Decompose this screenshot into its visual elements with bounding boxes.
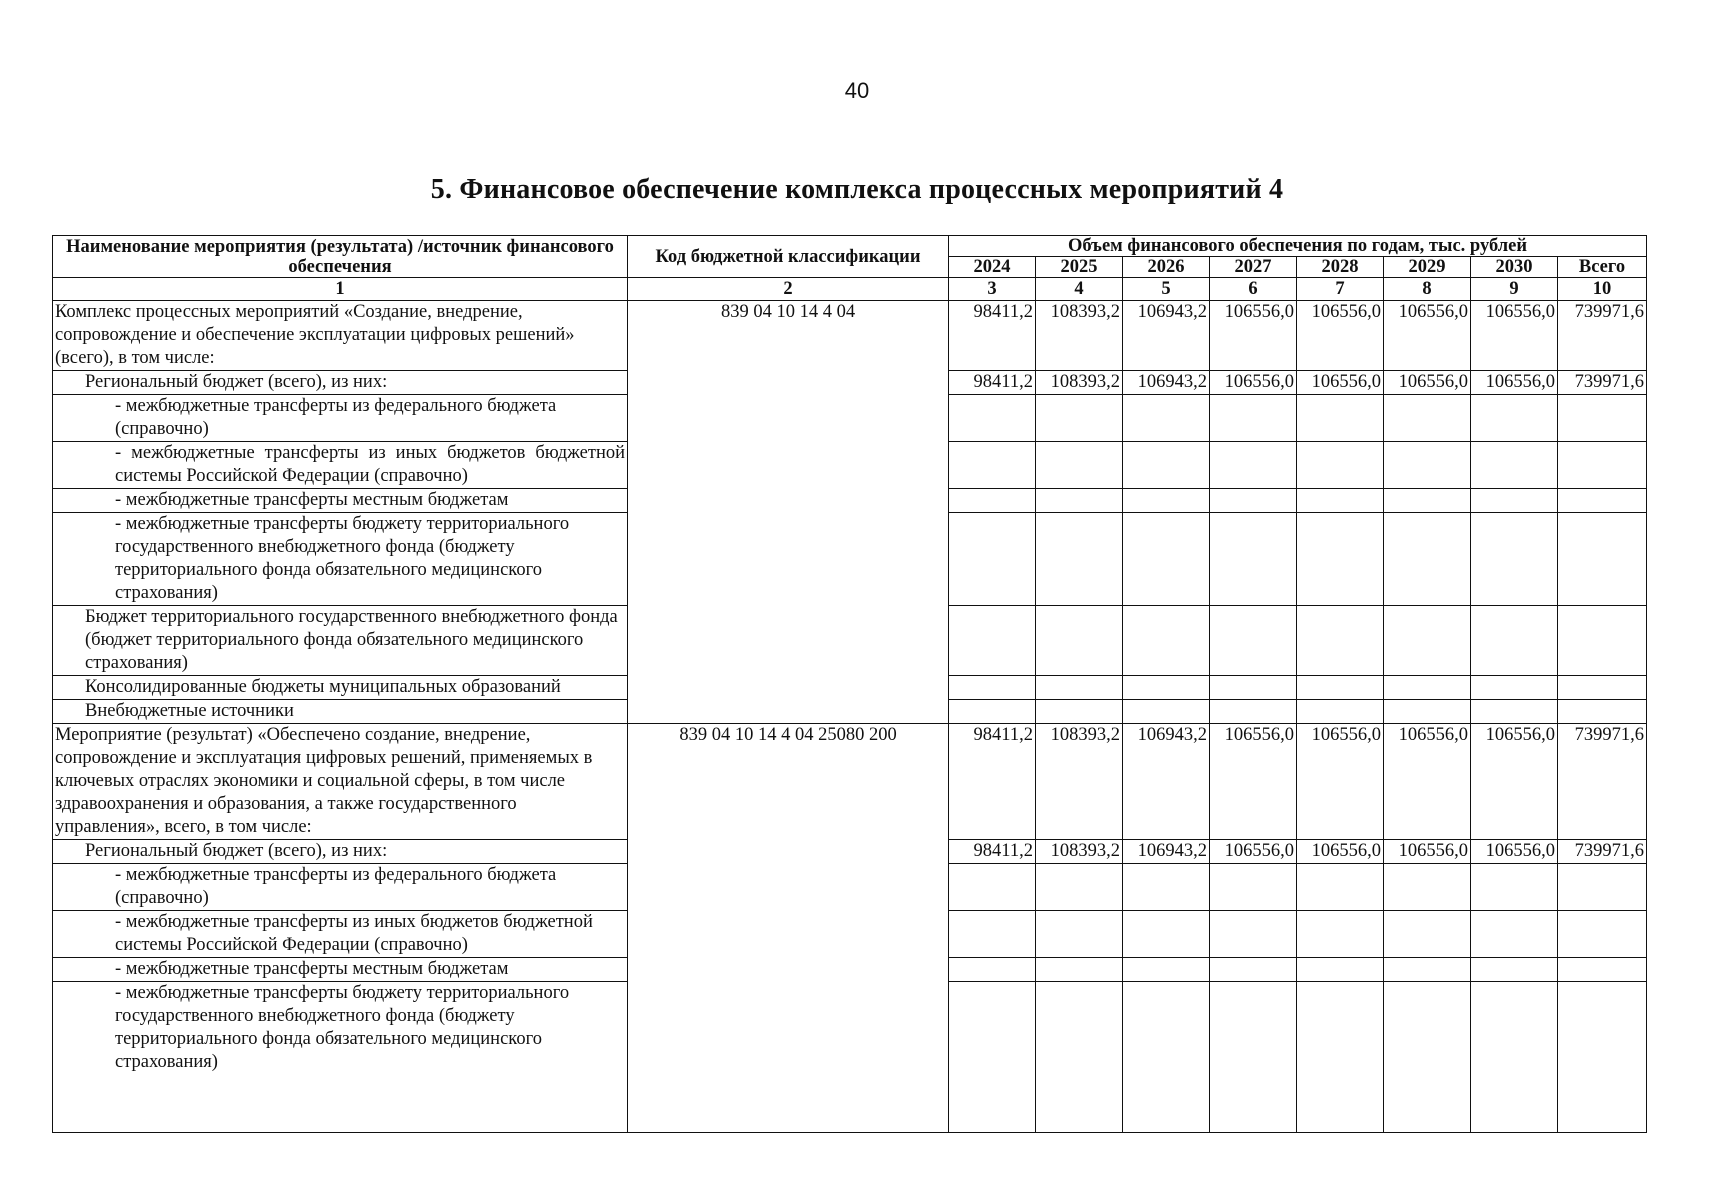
empty-cell <box>1558 982 1647 1133</box>
empty-cell <box>1297 676 1384 700</box>
column-number: 10 <box>1558 278 1647 301</box>
empty-cell <box>1558 513 1647 606</box>
header-year: 2030 <box>1471 257 1558 278</box>
empty-cell <box>1384 606 1471 676</box>
empty-cell <box>1384 676 1471 700</box>
value-cell: 106556,0 <box>1210 840 1297 864</box>
empty-cell <box>1123 442 1210 489</box>
empty-cell <box>949 395 1036 442</box>
value-cell: 106556,0 <box>1384 371 1471 395</box>
header-volume: Объем финансового обеспечения по годам, тыс. рублей <box>949 236 1647 257</box>
value-cell: 108393,2 <box>1036 371 1123 395</box>
empty-cell <box>1558 958 1647 982</box>
empty-cell <box>1210 513 1297 606</box>
empty-cell <box>1036 489 1123 513</box>
row-name: - межбюджетные трансферты из федерального бюджета (справочно) <box>53 864 628 911</box>
empty-cell <box>1210 864 1297 911</box>
empty-cell <box>1036 513 1123 606</box>
empty-cell <box>1297 958 1384 982</box>
empty-cell <box>1384 489 1471 513</box>
value-cell: 106556,0 <box>1297 724 1384 840</box>
row-name: Внебюджетные источники <box>53 700 628 724</box>
empty-cell <box>949 864 1036 911</box>
empty-cell <box>1471 982 1558 1133</box>
value-cell: 106556,0 <box>1471 724 1558 840</box>
empty-cell <box>1210 700 1297 724</box>
empty-cell <box>949 911 1036 958</box>
header-year: 2028 <box>1297 257 1384 278</box>
empty-cell <box>1210 676 1297 700</box>
column-number-row <box>53 278 1647 301</box>
value-cell: 108393,2 <box>1036 840 1123 864</box>
empty-cell <box>1036 982 1123 1133</box>
value-cell: 108393,2 <box>1036 724 1123 840</box>
empty-cell <box>1123 513 1210 606</box>
value-cell: 106556,0 <box>1384 724 1471 840</box>
empty-cell <box>1558 911 1647 958</box>
empty-cell <box>1384 395 1471 442</box>
empty-cell <box>1123 395 1210 442</box>
row-name: Региональный бюджет (всего), из них: <box>53 840 628 864</box>
value-cell: 739971,6 <box>1558 301 1647 371</box>
empty-cell <box>1297 606 1384 676</box>
empty-cell <box>1210 395 1297 442</box>
table-row <box>53 724 1647 840</box>
page-number: 40 <box>844 78 870 103</box>
empty-cell <box>1297 489 1384 513</box>
column-number: 8 <box>1384 278 1471 301</box>
empty-cell <box>1123 958 1210 982</box>
row-code: 839 04 10 14 4 04 <box>628 301 949 724</box>
empty-cell <box>1471 489 1558 513</box>
value-cell: 106556,0 <box>1384 840 1471 864</box>
empty-cell <box>1471 513 1558 606</box>
row-name: Комплекс процессных мероприятий «Создание, внедрение, сопровождение и обеспечение эксплуатации цифровых решений» (всего), в том числе: <box>53 301 628 371</box>
empty-cell <box>949 982 1036 1133</box>
empty-cell <box>1123 700 1210 724</box>
column-number: 9 <box>1471 278 1558 301</box>
value-cell: 739971,6 <box>1558 724 1647 840</box>
value-cell: 106556,0 <box>1471 301 1558 371</box>
empty-cell <box>1558 489 1647 513</box>
empty-cell <box>1384 513 1471 606</box>
empty-cell <box>1558 676 1647 700</box>
empty-cell <box>1384 442 1471 489</box>
empty-cell <box>949 958 1036 982</box>
empty-cell <box>1036 606 1123 676</box>
empty-cell <box>1384 982 1471 1133</box>
empty-cell <box>1558 442 1647 489</box>
empty-cell <box>1471 606 1558 676</box>
empty-cell <box>1210 442 1297 489</box>
empty-cell <box>949 700 1036 724</box>
empty-cell <box>949 513 1036 606</box>
section-title: 5. Финансовое обеспечение комплекса процессных мероприятий 4 <box>430 174 1284 205</box>
header-year: 2029 <box>1384 257 1471 278</box>
empty-cell <box>1471 864 1558 911</box>
empty-cell <box>1297 513 1384 606</box>
column-number: 4 <box>1036 278 1123 301</box>
empty-cell <box>1123 489 1210 513</box>
row-name: Мероприятие (результат) «Обеспечено создание, внедрение, сопровождение и эксплуатация цифровых решений, применяемых в ключевых отраслях экономики и социальной сферы, в том числе здравоохранения и образования, а также государственного управления», всего, в том числе: <box>53 724 628 840</box>
row-name: - межбюджетные трансферты местным бюджетам <box>53 958 628 982</box>
value-cell: 98411,2 <box>949 301 1036 371</box>
empty-cell <box>1297 982 1384 1133</box>
table-row <box>53 301 1647 371</box>
value-cell: 108393,2 <box>1036 301 1123 371</box>
empty-cell <box>1123 606 1210 676</box>
empty-cell <box>1297 442 1384 489</box>
row-name: - межбюджетные трансферты местным бюджетам <box>53 489 628 513</box>
header-row-1 <box>53 236 1647 257</box>
header-name: Наименование мероприятия (результата) /источник финансового обеспечения <box>53 236 628 278</box>
header-year: 2025 <box>1036 257 1123 278</box>
empty-cell <box>1123 864 1210 911</box>
empty-cell <box>1297 395 1384 442</box>
value-cell: 106556,0 <box>1297 840 1384 864</box>
value-cell: 106556,0 <box>1297 371 1384 395</box>
empty-cell <box>1036 676 1123 700</box>
header-code: Код бюджетной классификации <box>628 236 949 278</box>
empty-cell <box>1384 958 1471 982</box>
empty-cell <box>1558 395 1647 442</box>
empty-cell <box>1471 676 1558 700</box>
empty-cell <box>1123 911 1210 958</box>
header-year: 2027 <box>1210 257 1297 278</box>
empty-cell <box>1297 700 1384 724</box>
empty-cell <box>1471 442 1558 489</box>
value-cell: 106943,2 <box>1123 301 1210 371</box>
value-cell: 106556,0 <box>1297 301 1384 371</box>
empty-cell <box>1036 395 1123 442</box>
column-number: 5 <box>1123 278 1210 301</box>
row-name: Бюджет территориального государственного внебюджетного фонда (бюджет территориального фонда обязательного медицинского страхования) <box>53 606 628 676</box>
value-cell: 106556,0 <box>1210 724 1297 840</box>
column-number: 7 <box>1297 278 1384 301</box>
empty-cell <box>1210 489 1297 513</box>
header-total: Всего <box>1558 257 1647 278</box>
empty-cell <box>949 442 1036 489</box>
value-cell: 106556,0 <box>1384 301 1471 371</box>
value-cell: 98411,2 <box>949 371 1036 395</box>
empty-cell <box>1297 911 1384 958</box>
column-number: 2 <box>628 278 949 301</box>
row-name: - межбюджетные трансферты из иных бюджетов бюджетной системы Российской Федерации (справочно) <box>53 911 628 958</box>
empty-cell <box>1471 395 1558 442</box>
empty-cell <box>1297 864 1384 911</box>
column-number: 3 <box>949 278 1036 301</box>
value-cell: 106556,0 <box>1210 301 1297 371</box>
column-number: 6 <box>1210 278 1297 301</box>
empty-cell <box>1471 700 1558 724</box>
empty-cell <box>1210 911 1297 958</box>
row-name: Региональный бюджет (всего), из них: <box>53 371 628 395</box>
value-cell: 106943,2 <box>1123 371 1210 395</box>
row-name: - межбюджетные трансферты бюджету территориального государственного внебюджетного фонда (бюджету территориального фонда обязательного медицинского страхования) <box>53 982 628 1133</box>
value-cell: 739971,6 <box>1558 840 1647 864</box>
row-code: 839 04 10 14 4 04 25080 200 <box>628 724 949 1133</box>
empty-cell <box>949 489 1036 513</box>
row-name: - межбюджетные трансферты бюджету территориального государственного внебюджетного фонда (бюджету территориального фонда обязательного медицинского страхования) <box>53 513 628 606</box>
row-name: - межбюджетные трансферты из федерального бюджета (справочно) <box>53 395 628 442</box>
row-name: Консолидированные бюджеты муниципальных образований <box>53 676 628 700</box>
empty-cell <box>1036 864 1123 911</box>
header-year: 2024 <box>949 257 1036 278</box>
empty-cell <box>1471 911 1558 958</box>
empty-cell <box>1036 958 1123 982</box>
column-number: 1 <box>53 278 628 301</box>
value-cell: 106943,2 <box>1123 840 1210 864</box>
empty-cell <box>1558 700 1647 724</box>
empty-cell <box>1036 442 1123 489</box>
empty-cell <box>1210 982 1297 1133</box>
value-cell: 106556,0 <box>1471 371 1558 395</box>
empty-cell <box>1558 606 1647 676</box>
value-cell: 106943,2 <box>1123 724 1210 840</box>
empty-cell <box>1123 676 1210 700</box>
value-cell: 98411,2 <box>949 840 1036 864</box>
empty-cell <box>1384 700 1471 724</box>
value-cell: 739971,6 <box>1558 371 1647 395</box>
financing-table <box>52 235 1647 1133</box>
value-cell: 98411,2 <box>949 724 1036 840</box>
empty-cell <box>1123 982 1210 1133</box>
row-name: - межбюджетные трансферты из иных бюджетов бюджетной системы Российской Федерации (справочно) <box>53 442 628 489</box>
value-cell: 106556,0 <box>1210 371 1297 395</box>
empty-cell <box>1384 911 1471 958</box>
empty-cell <box>1210 958 1297 982</box>
empty-cell <box>1471 958 1558 982</box>
empty-cell <box>1558 864 1647 911</box>
empty-cell <box>949 676 1036 700</box>
empty-cell <box>1036 911 1123 958</box>
empty-cell <box>1384 864 1471 911</box>
empty-cell <box>1210 606 1297 676</box>
empty-cell <box>1036 700 1123 724</box>
value-cell: 106556,0 <box>1471 840 1558 864</box>
header-year: 2026 <box>1123 257 1210 278</box>
empty-cell <box>949 606 1036 676</box>
